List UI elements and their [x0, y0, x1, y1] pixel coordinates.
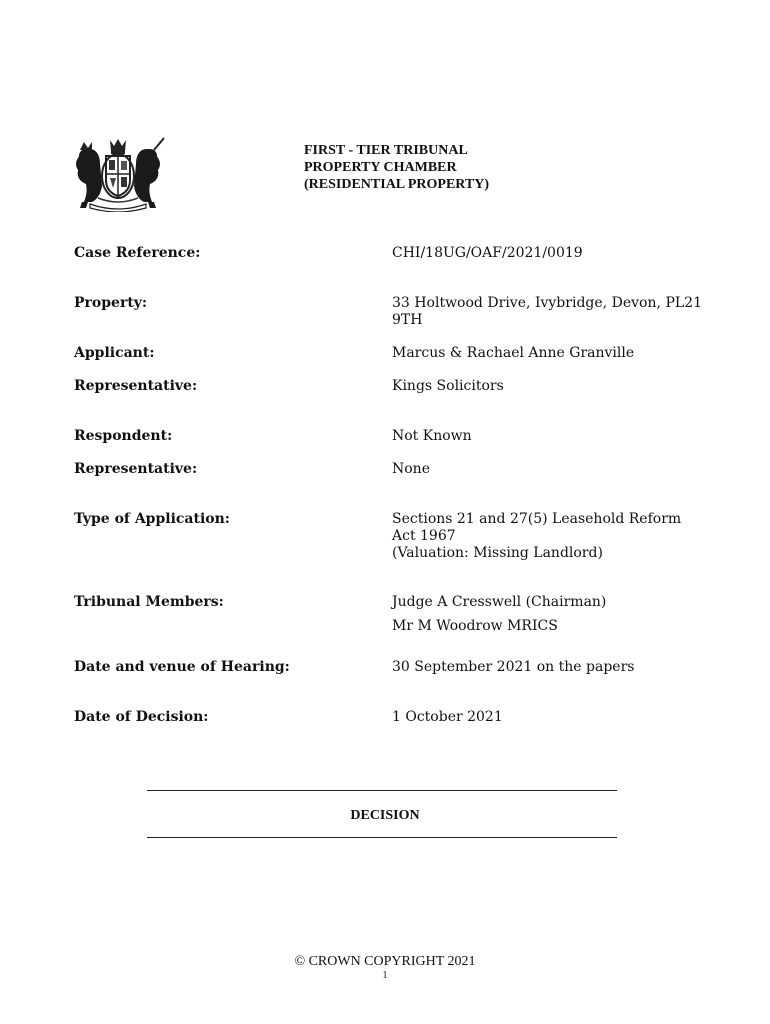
divider-bottom: [147, 837, 617, 838]
hearing-value: 30 September 2021 on the papers: [392, 659, 635, 675]
divider-top: [147, 790, 617, 791]
decision-date-value: 1 October 2021: [392, 709, 503, 725]
application-type-valuation: (Valuation: Missing Landlord): [392, 545, 603, 561]
hearing-label: Date and venue of Hearing:: [74, 659, 290, 675]
property-label: Property:: [74, 295, 148, 311]
application-type-value: [392, 511, 702, 562]
respondent-value: Not Known: [392, 428, 472, 444]
tribunal-member-surveyor: Mr M Woodrow MRICS: [392, 618, 558, 634]
case-reference-label: Case Reference:: [74, 245, 201, 261]
royal-coat-of-arms-icon: [70, 136, 166, 212]
applicant-value: Marcus & Rachael Anne Granville: [392, 345, 635, 361]
case-reference-value: CHI/18UG/OAF/2021/0019: [392, 245, 583, 261]
tribunal-members-label: Tribunal Members:: [74, 594, 224, 610]
applicant-label: Applicant:: [74, 345, 155, 361]
applicant-representative-label: Representative:: [74, 378, 198, 394]
chamber-subtitle: (RESIDENTIAL PROPERTY): [304, 177, 490, 192]
tribunal-heading: [304, 142, 489, 193]
page-number: 1: [382, 970, 388, 981]
decision-date-label: Date of Decision:: [74, 709, 209, 725]
property-value: 33 Holtwood Drive, Ivybridge, Devon, PL21 9TH: [392, 295, 702, 328]
respondent-representative-label: Representative:: [74, 461, 198, 477]
application-type-act: Sections 21 and 27(5) Leasehold Reform Act 1967: [392, 511, 682, 544]
application-type-label: Type of Application:: [74, 511, 230, 527]
tribunal-name: FIRST - TIER TRIBUNAL: [304, 143, 468, 158]
applicant-representative-value: Kings Solicitors: [392, 378, 504, 394]
chamber-name: PROPERTY CHAMBER: [304, 160, 457, 175]
crown-copyright: © CROWN COPYRIGHT 2021: [294, 954, 476, 969]
tribunal-member-chairman: Judge A Cresswell (Chairman): [392, 594, 607, 610]
respondent-representative-value: None: [392, 461, 430, 477]
decision-heading: DECISION: [350, 808, 420, 823]
respondent-label: Respondent:: [74, 428, 173, 444]
